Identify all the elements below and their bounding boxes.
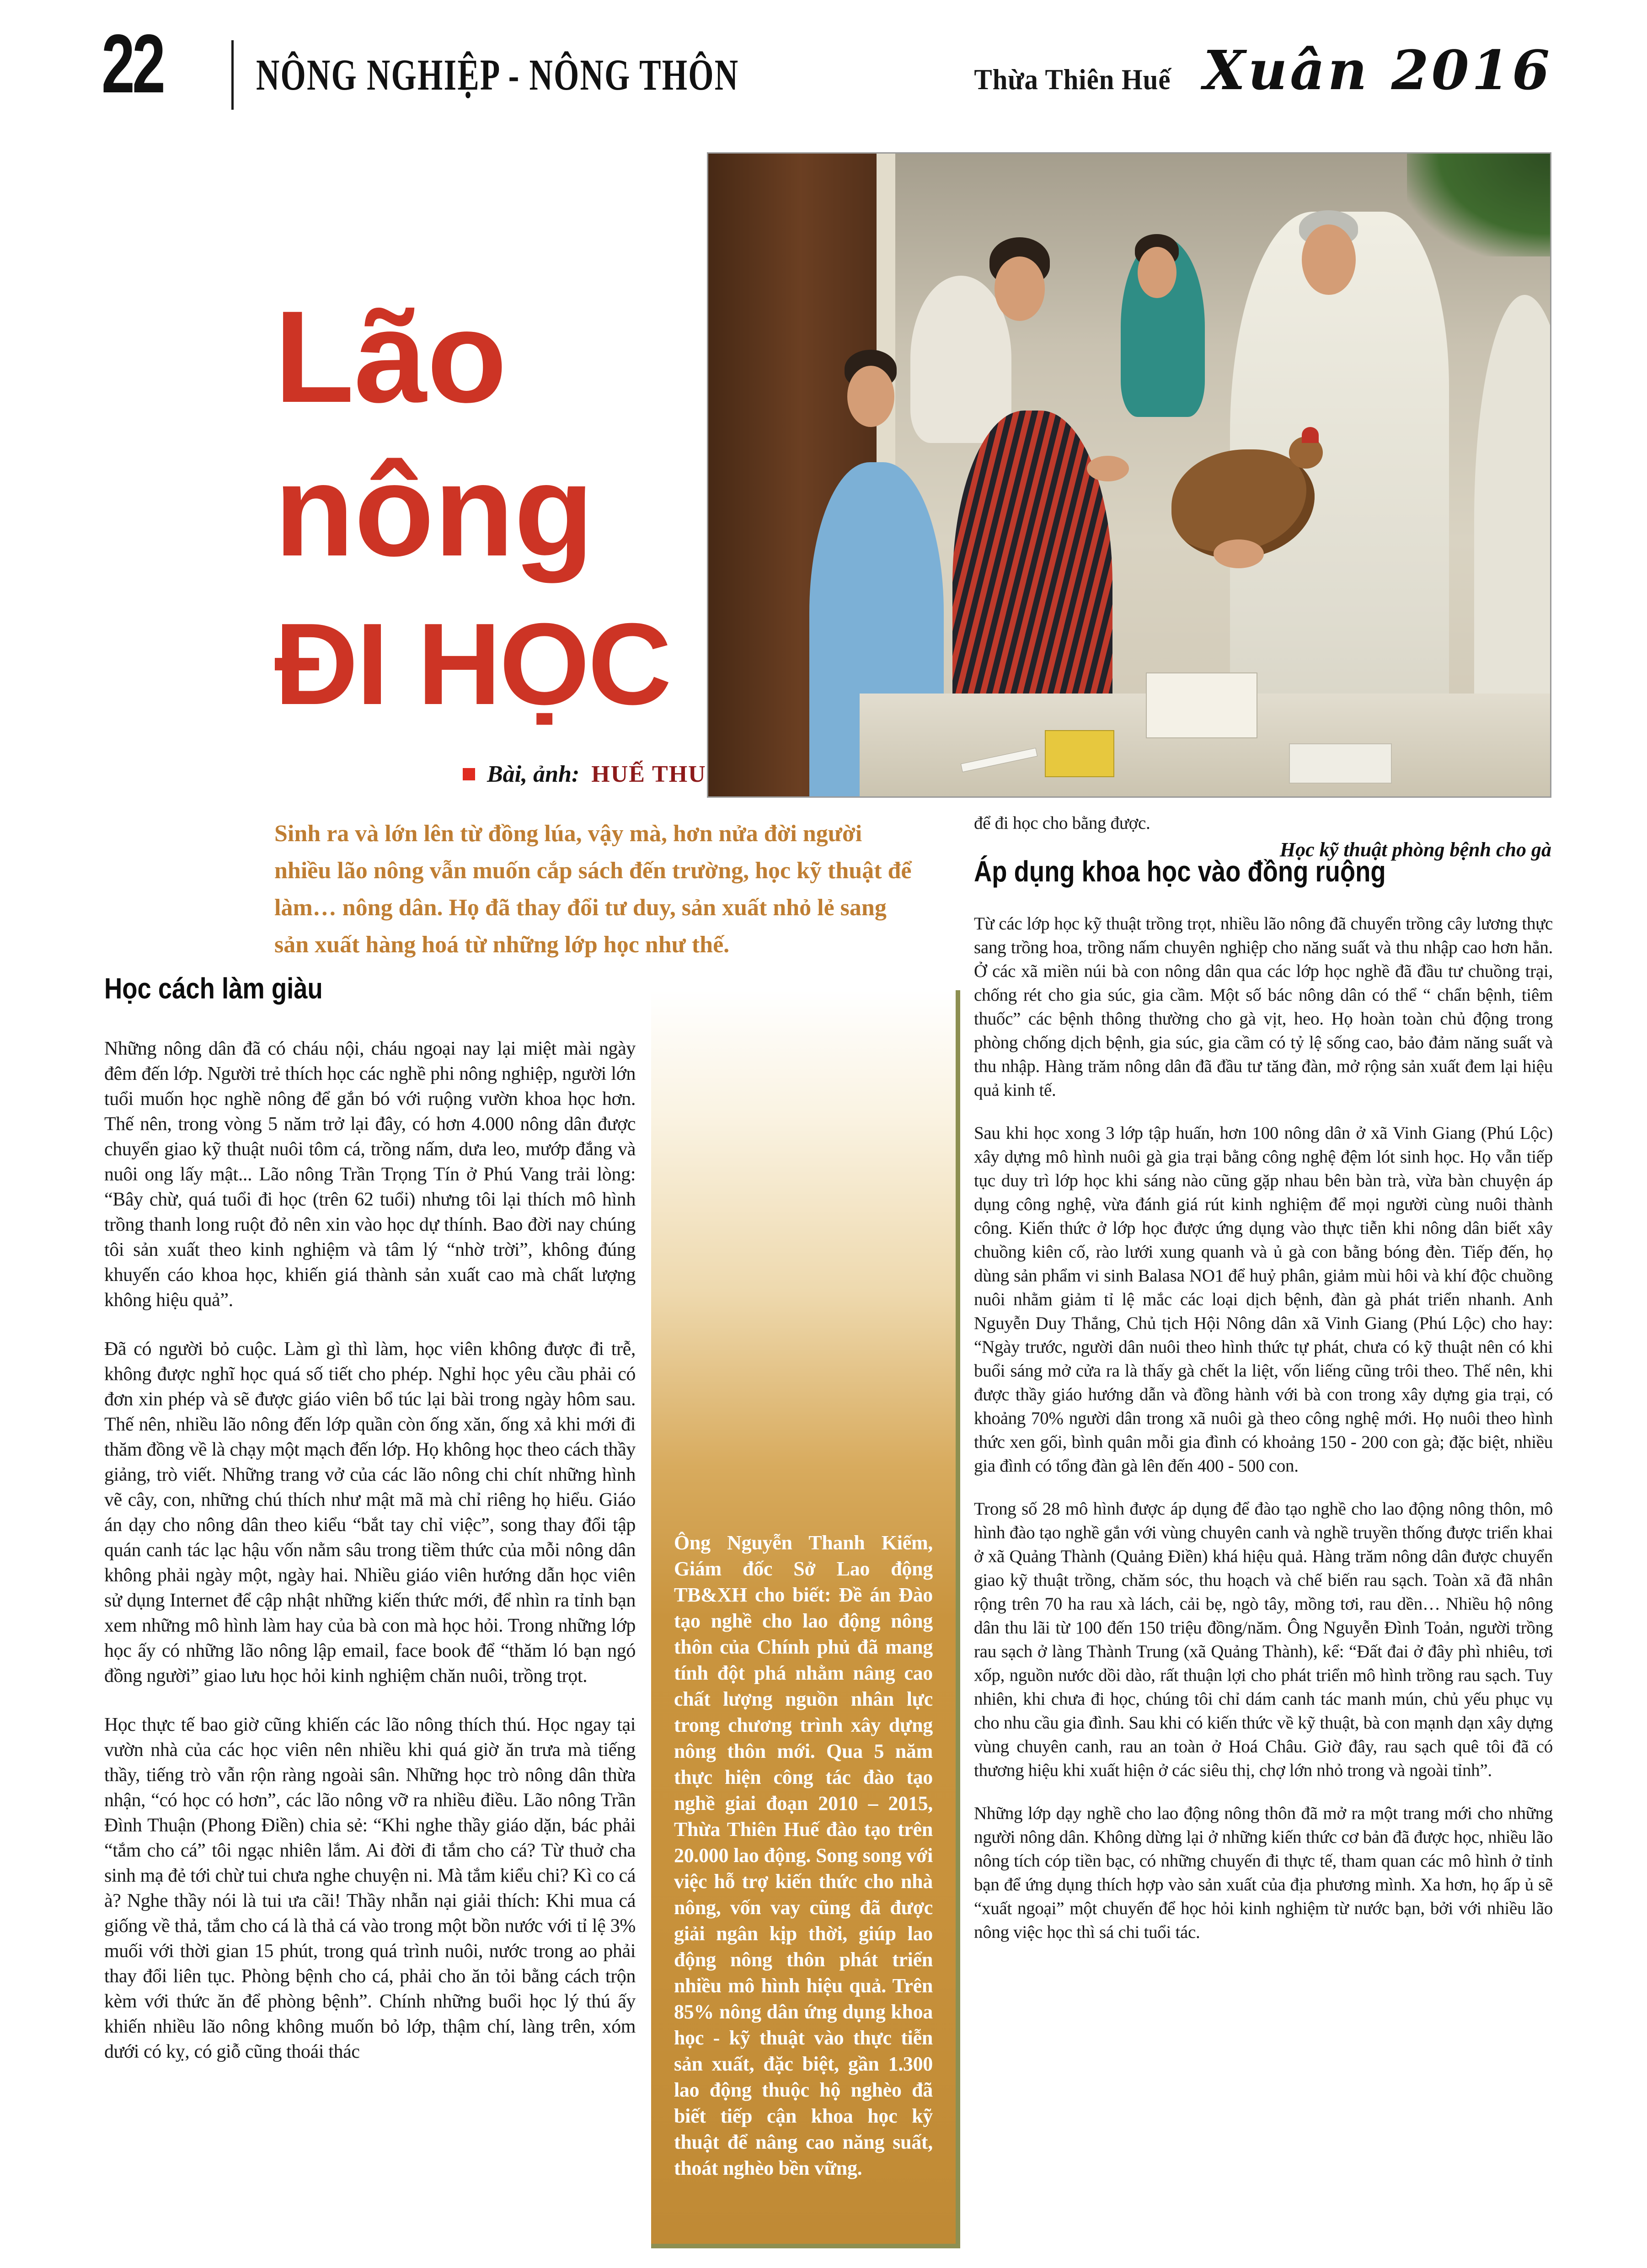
person-head xyxy=(847,366,894,427)
article-title-line3: ĐI HỌC xyxy=(274,599,670,729)
continuation-paragraph: để đi học cho bằng được. xyxy=(974,813,1150,833)
article-photo xyxy=(707,152,1551,798)
section-heading-hoc-cach-lam-giau: Học cách làm giàu xyxy=(104,972,323,1005)
quote-box xyxy=(651,990,960,2248)
person-head xyxy=(1138,247,1176,298)
right-column xyxy=(974,811,1553,1964)
page-number: 22 xyxy=(102,17,163,110)
left-column xyxy=(104,971,636,2088)
person-head xyxy=(995,256,1045,321)
byline-author: HUẾ THU xyxy=(591,761,706,787)
brand-name: Thừa Thiên Huế xyxy=(973,63,1171,96)
table-item xyxy=(1045,730,1114,777)
photo-caption: Học kỹ thuật phòng bệnh cho gà xyxy=(1279,838,1551,861)
section-title: NÔNG NGHIỆP - NÔNG THÔN xyxy=(256,50,739,99)
section-heading-ap-dung-khoa-hoc: Áp dụng khoa học vào đồng ruộng xyxy=(974,855,1386,888)
person-head xyxy=(1302,224,1356,295)
byline xyxy=(463,761,706,788)
chicken-comb xyxy=(1302,427,1319,443)
paragraph: Học thực tế bao giờ cũng khiến các lão nông thích thú. Học ngay tại vườn nhà của các học viên nên nhiều khi quá giờ ăn trưa mà tiếng thầy, tiếng trò vẫn rộn ràng ngoài sân. Những học trò nông dân thừa nhận, “có học có hơn”, các lão nông vỡ ra nhiều điều. Lão nông Trần Đình Thuận (Phong Điền) chia sẻ: “Khi nghe thầy giáo dặn, bác phải “tắm cho cá” tôi ngạc nhiên lắm. Ai đời đi tắm cho cá? Từ thuở cha sinh mạ đẻ tới chừ tui chưa nghe chuyện ni. Mà tắm kiểu chi? Kì co cá à? Nghe thầy nói là tui ưa cãi! Thầy nhẫn nại giải thích: Khi mua cá giống về thả, tắm cho cá là thả cá vào trong một bồn nước với tỉ lệ 3% muối với thời gian 15 phút, trong quá trình nuôi, nước trong ao phải thay đổi liên tục. Phòng bệnh cho cá, phải cho ăn tỏi bằng cách trộn kèm với thức ăn để phòng bệnh”. Chính những buổi học lý thú ấy khiến nhiều lão nông không muốn bỏ lớp, thậm chí, làng trên, xóm dưới có kỵ, có giỗ cũng thoái thác xyxy=(104,1714,636,2062)
byline-bullet-icon xyxy=(463,768,475,780)
article-title-line2: nông xyxy=(274,437,594,583)
quote-text: Ông Nguyễn Thanh Kiếm, Giám đốc Sở Lao động TB&XH cho biết: Đề án Đào tạo nghề cho lao động nông thôn của Chính phủ đã mang tính đột phá nhằm nâng cao chất lượng nguồn nhân lực trong chương trình xây dựng nông thôn mới. Qua 5 năm thực hiện công tác đào tạo nghề giai đoạn 2010 – 2015, Thừa Thiên Huế đào tạo trên 20.000 lao động. Song song với việc hỗ trợ kiến thức cho nhà nông, vốn vay cũng đã được giải ngân kịp thời, giúp lao động nông thôn phát triển nhiều mô hình hiệu quả. Trên 85% nông dân ứng dụng khoa học - kỹ thuật vào thực tiễn sản xuất, đặc biệt, gần 1.300 lao động thuộc hộ nghèo đã biết tiếp cận khoa học kỹ thuật để nâng cao năng suất, thoát nghèo bền vững. xyxy=(674,1532,933,2179)
masthead-brandline xyxy=(957,38,1552,102)
person-figure xyxy=(1474,295,1551,745)
hand-shape xyxy=(1087,456,1129,481)
masthead-divider xyxy=(231,40,234,110)
hand-shape xyxy=(1214,539,1264,568)
paragraph: Sau khi học xong 3 lớp tập huấn, hơn 100 nông dân ở xã Vinh Giang (Phú Lộc) xây dựng mô hình nuôi gà gia trại bằng công nghệ đệm lót sinh học. Họ vẫn tiếp tục duy trì lớp học khi sáng nào cũng gặp nhau bên bàn trà, vừa bàn chuyện áp dụng công nghệ, vừa đánh giá rút kinh nghiệm để mọi người cùng nuôi thành công. Kiến thức ở lớp học được ứng dụng vào thực tiễn khi nông dân biết xây chuồng kiên cố, rào lưới xung quanh và ủ gà con bằng bóng đèn. Tiếp đến, họ dùng sản phẩm vi sinh Balasa NO1 để huỷ phân, giảm mùi hôi và khí độc chuồng nuôi nhằm giảm tỉ lệ mắc các loại dịch bệnh, đàn gà phát triển nhanh. Anh Nguyễn Duy Thắng, Chủ tịch Hội Nông dân xã Vinh Giang (Phú Lộc) cho hay: “Ngày trước, người dân nuôi theo hình thức tự phát, chưa có kỹ thuật nên có khi buổi sáng mở cửa ra là thấy gà chết la liệt, vốn liếng cũng trôi theo. Thế nên, khi được thầy giáo hướng dẫn và đồng hành với bà con trong xây dựng gia trại, có khoảng 70% người dân trong xã nuôi gà theo công nghệ mới. Họ nuôi theo hình thức xen gối, bình quân mỗi gia đình có khoảng 150 - 200 con gà; đặc biệt, nhiều gia đình có tổng đàn gà lên đến 400 - 500 con. xyxy=(974,1123,1553,1476)
paragraph: Trong số 28 mô hình được áp dụng để đào tạo nghề cho lao động nông thôn, mô hình đào tạo nghề gắn với vùng chuyên canh và nghề truyền thống được triển khai ở xã Quảng Thành (Quảng Điền) khá hiệu quả. Hàng trăm nông dân được chuyển giao kỹ thuật trồng, chăm sóc, thu hoạch và chế biến rau sạch. Toàn xã đã nhân rộng trên 70 ha rau xà lách, cải bẹ, ngò tây, mồng tơi, rau dền… Nhiều hộ nông dân thu lãi từ 100 đến 150 triệu đồng/năm. Ông Nguyễn Đình Toản, người trồng rau sạch ở làng Thành Trung (xã Quảng Thành), kể: “Đất đai ở đây phì nhiêu, tơi xốp, nguồn nước dồi dào, rất thuận lợi cho phát triển mô hình trồng rau sạch. Tuy nhiên, khi chưa đi học, chúng tôi chỉ dám canh tác manh mún, chủ yếu phục vụ cho nhu cầu gia đình. Sau khi có kiến thức về kỹ thuật, bà con mạnh dạn xây dựng vùng chuyên canh, rau an toàn ở Hoá Châu. Giờ đây, rau sạch quê tôi đã có thương hiệu khi xuất hiện ở các siêu thị, chợ lớn nhỏ trong và ngoài tỉnh”. xyxy=(974,1499,1553,1780)
edition-label: Xuân 2016 xyxy=(1203,38,1552,102)
table-item xyxy=(1146,672,1257,739)
paragraph: Những nông dân đã có cháu nội, cháu ngoại nay lại miệt mài ngày đêm đến lớp. Người trẻ thích học các nghề phi nông nghiệp, người lớn tuổi muốn học nghề nông để gắn bó với ruộng vườn khoa học hơn. Thế nên, trong vòng 5 năm trở lại đây, có hơn 4.000 nông dân được chuyển giao kỹ thuật nuôi tôm cá, trồng nấm, dưa leo, mướp đắng và nuôi ong lấy mật... Lão nông Trần Trọng Tín ở Phú Vang trải lòng: “Bây chừ, quá tuổi đi học (trên 62 tuổi) nhưng tôi lại thích mô hình trồng thanh long ruột đỏ nên xin vào học dự thính. Bao đời nay chúng tôi sản xuất theo kinh nghiệm và tâm lý “nhờ trời”, không đúng khuyến cáo khoa học, khiến giá thành sản xuất cao mà chất lượng không hiệu quả”. xyxy=(104,1038,636,1311)
article-title-line1: Lão xyxy=(274,283,507,430)
table-item xyxy=(1289,743,1392,784)
foliage-shape xyxy=(1407,154,1550,256)
byline-prefix: Bài, ảnh: xyxy=(487,761,580,787)
paragraph: Đã có người bỏ cuộc. Làm gì thì làm, học viên không được đi trễ, không được nghĩ học quá số tiết cho phép. Nghỉ học yêu cầu phải có đơn xin phép và sẽ được giáo viên bổ túc lại bài trong ngày hôm sau. Thế nên, nhiều lão nông đến lớp quần còn ống xăn, ống xả khi mới đi thăm đồng về là chạy một mạch đến lớp. Họ không học theo cách thầy giảng, trò viết. Những trang vở của các lão nông chi chít những hình vẽ cây, con, những chú thích như mật mã mà chỉ riêng họ hiểu. Giáo án dạy cho nông dân theo kiểu “bắt tay chỉ việc”, song thay đổi tập quán canh tác lạc hậu vốn nằm sâu trong tiềm thức của mỗi nông dân không phải ngày một, ngày hai. Nhiều giáo viên hướng dẫn học viên sử dụng Internet để cập nhật những kiến thức mới, để nhìn ra tỉnh bạn xem những mô hình làm hay của bà con mà học hỏi. Trong những lớp học ấy có những lão nông lập email, face book để “thăm ló bạn ngó đồng người” giao lưu học hỏi kinh nghiệm chăn nuôi, trồng trọt. xyxy=(104,1339,636,1686)
article-title xyxy=(274,280,670,741)
paragraph: Từ các lớp học kỹ thuật trồng trọt, nhiều lão nông đã chuyển trồng cây lương thực sang trồng hoa, trồng nấm chuyên nghiệp cho năng suất và thu nhập cao hơn hẳn. Ở các xã miền núi bà con nông dân qua các lớp học nghề đã đầu tư chuồng trại, chống rét cho gia súc, gia cầm. Một số bác nông dân có thể “ chẩn bệnh, tiêm thuốc” các bệnh thông thường cho gà vịt, heo. Họ hoàn toàn chủ động trong phòng chống dịch bệnh, gia súc, gia cầm có tỷ lệ sống cao, bảo đảm năng suất và thu nhập. Hàng trăm nông dân đã đầu tư tăng đàn, mở rộng sản xuất đem lại hiệu quả kinh tế. xyxy=(974,914,1553,1100)
lead-paragraph: Sinh ra và lớn lên từ đồng lúa, vậy mà, hơn nửa đời người nhiều lão nông vẫn muốn cắp sách đến trường, học kỹ thuật để làm… nông dân. Họ đã thay đổi tư duy, sản xuất nhỏ lẻ sang sản xuất hàng hoá từ những lớp học như thế. xyxy=(274,821,912,958)
paragraph: Những lớp dạy nghề cho lao động nông thôn đã mở ra một trang mới cho những người nông dân. Không dừng lại ở những kiến thức cơ bản đã được học, nhiều lão nông tích cóp tiền bạc, có những chuyến đi thực tế, tham quan các mô hình ở tỉnh bạn để ứng dụng thích hợp vào sản xuất của địa phương mình. Xa hơn, họ ấp ủ sẽ “xuất ngoại” một chuyến để học hỏi kinh nghiệm từ nước bạn, bởi với nhiều lão nông việc học thì sá chi tuổi tác. xyxy=(974,1804,1553,1942)
